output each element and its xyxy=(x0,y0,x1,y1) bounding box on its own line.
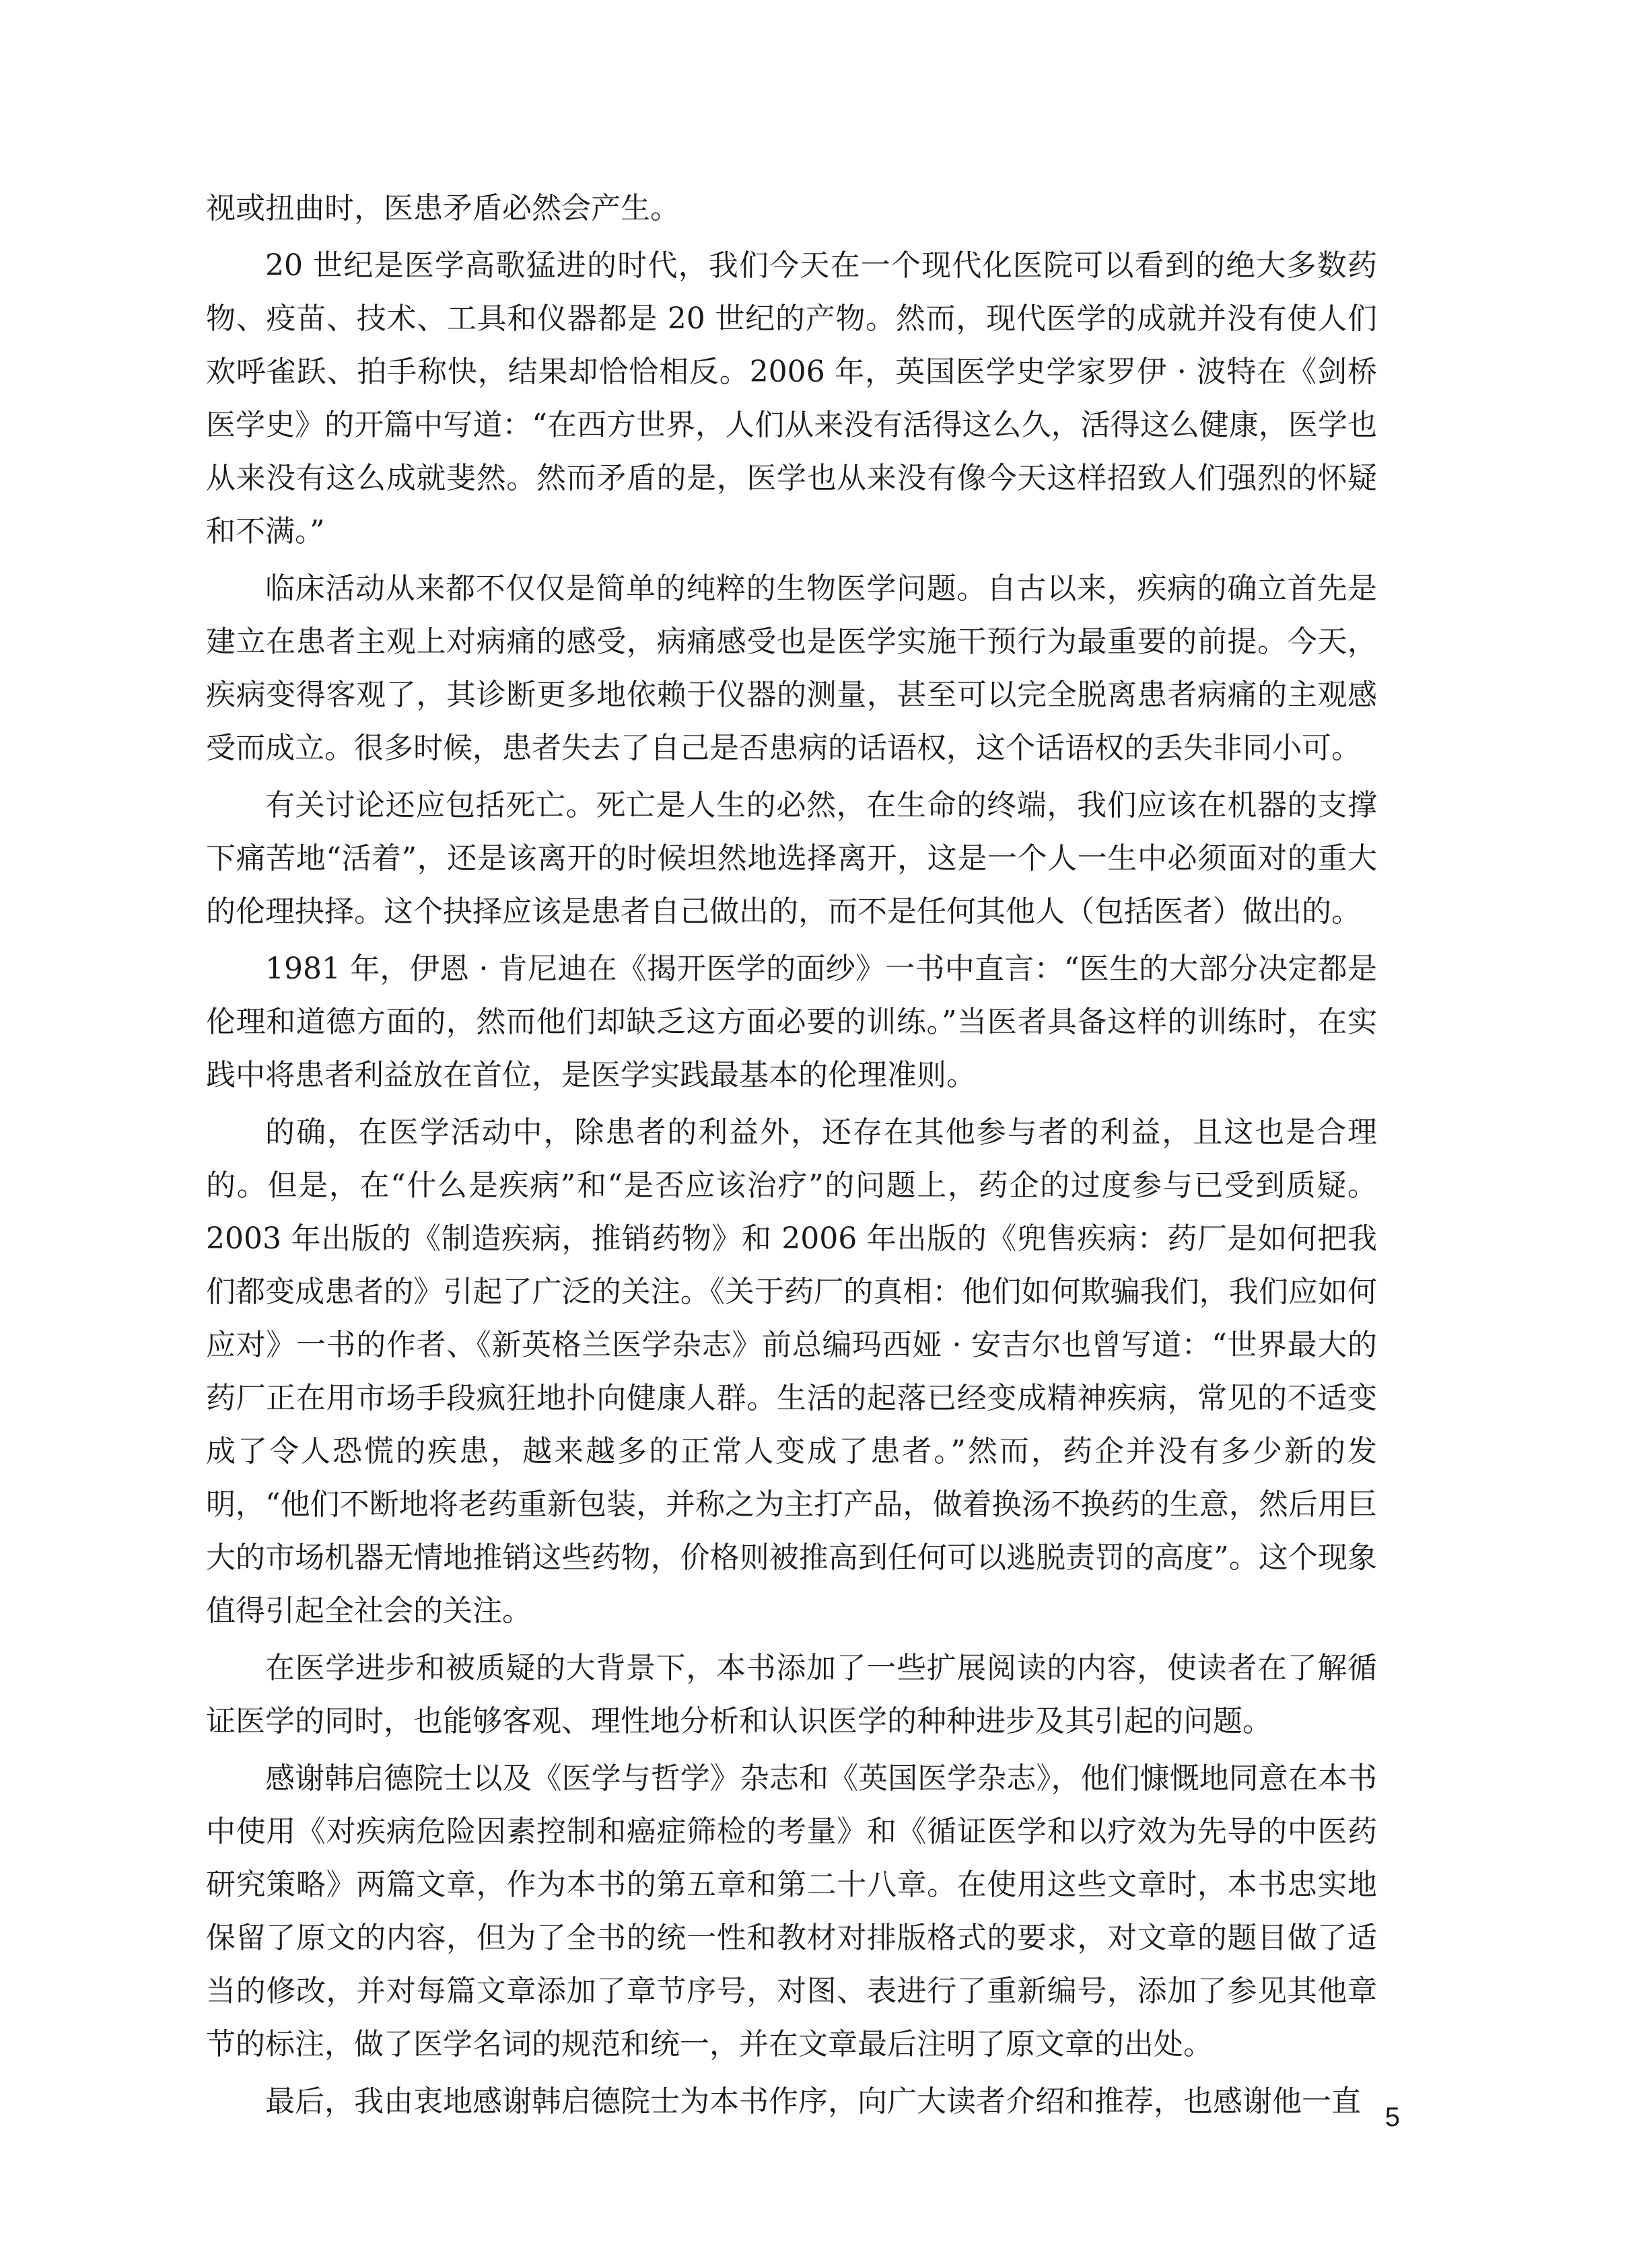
body-text xyxy=(206,182,1377,2132)
paragraph-continuation: 视或扭曲时，医患矛盾必然会产生。 xyxy=(206,191,680,225)
paragraph-acknowledgements: 感谢韩启德院士以及《医学与哲学》杂志和《英国医学杂志》，他们慷慨地同意在本书中使用《对疾病危险因素控制和癌症筛检的考量》和《循证医学和以疗效为先导的中医药研究策略》两篇文章，作为本书的第五章和第二十八章。在使用这些文章时，本书忠实地保留了原文的内容，但为了全书的统一性和教材对排版格式的要求，对文章的题目做了适当的修改，并对每篇文章添加了章节序号，对图、表进行了重新编号，添加了参见其他章节的标注，做了医学名词的规范和统一，并在文章最后注明了原文章的出处。 xyxy=(206,1761,1377,2061)
paragraph-clinical-activity: 临床活动从来都不仅仅是简单的纯粹的生物医学问题。自古以来，疾病的确立首先是建立在患者主观上对病痛的感受，病痛感受也是医学实施干预行为最重要的前提。今天，疾病变得客观了，其诊断更多地依赖于仪器的测量，甚至可以完全脱离患者病痛的主观感受而成立。很多时候，患者失去了自己是否患病的话语权，这个话语权的丢失非同小可。 xyxy=(206,571,1377,765)
paragraph-20th-century: 20 世纪是医学高歌猛进的时代，我们今天在一个现代化医院可以看到的绝大多数药物、疫苗、技术、工具和仪器都是 20 世纪的产物。然而，现代医学的成就并没有使人们欢呼雀跃、拍手称快，结果却恰恰相反。2006 年，英国医学史学家罗伊 · 波特在《剑桥医学史》的开篇中写道：“在西方世界，人们从来没有活得这么久，活得这么健康，医学也从来没有这么成就斐然。然而矛盾的是，医学也从来没有像今天这样招致人们强烈的怀疑和不满。” xyxy=(206,248,1377,548)
paragraph-extended-reading: 在医学进步和被质疑的大背景下，本书添加了一些扩展阅读的内容，使读者在了解循证医学的同时，也能够客观、理性地分析和认识医学的种种进步及其引起的问题。 xyxy=(206,1651,1377,1738)
paragraph-pharma: 的确，在医学活动中，除患者的利益外，还存在其他参与者的利益，且这也是合理的。但是，在“什么是疾病”和“是否应该治疗”的问题上，药企的过度参与已受到质疑。2003 年出版的《制造疾病，推销药物》和 2006 年出版的《兜售疾病：药厂是如何把我们都变成患者的》引起了广泛的关注。《关于药厂的真相：他们如何欺骗我们，我们应如何应对》一书的作者、《新英格兰医学杂志》前总编玛西娅 · 安吉尔也曾写道：“世界最大的药厂正在用市场手段疯狂地扑向健康人群。生活的起落已经变成精神疾病，常见的不适变成了令人恐慌的疾患，越来越多的正常人变成了患者。”然而，药企并没有多少新的发明，“他们不断地将老药重新包装，并称之为主打产品，做着换汤不换药的生意，然后用巨大的市场机器无情地推销这些药物，价格则被推高到任何可以逃脱责罚的高度”。这个现象值得引起全社会的关注。 xyxy=(206,1115,1377,1628)
paragraph-kennedy: 1981 年，伊恩 · 肯尼迪在《揭开医学的面纱》一书中直言：“医生的大部分决定都是伦理和道德方面的，然而他们却缺乏这方面必要的训练。”当医者具备这样的训练时，在实践中将患者利益放在首位，是医学实践最基本的伦理准则。 xyxy=(206,952,1377,1092)
paragraph-final-thanks: 最后，我由衷地感谢韩启德院士为本书作序，向广大读者介绍和推荐，也感谢他一直 xyxy=(265,2084,1361,2119)
page-number: 5 xyxy=(1384,2102,1400,2132)
paragraph-death: 有关讨论还应包括死亡。死亡是人生的必然，在生命的终端，我们应该在机器的支撑下痛苦地“活着”，还是该离开的时候坦然地选择离开，这是一个人一生中必须面对的重大的伦理抉择。这个抉择应该是患者自己做出的，而不是任何其他人（包括医者）做出的。 xyxy=(206,788,1377,929)
